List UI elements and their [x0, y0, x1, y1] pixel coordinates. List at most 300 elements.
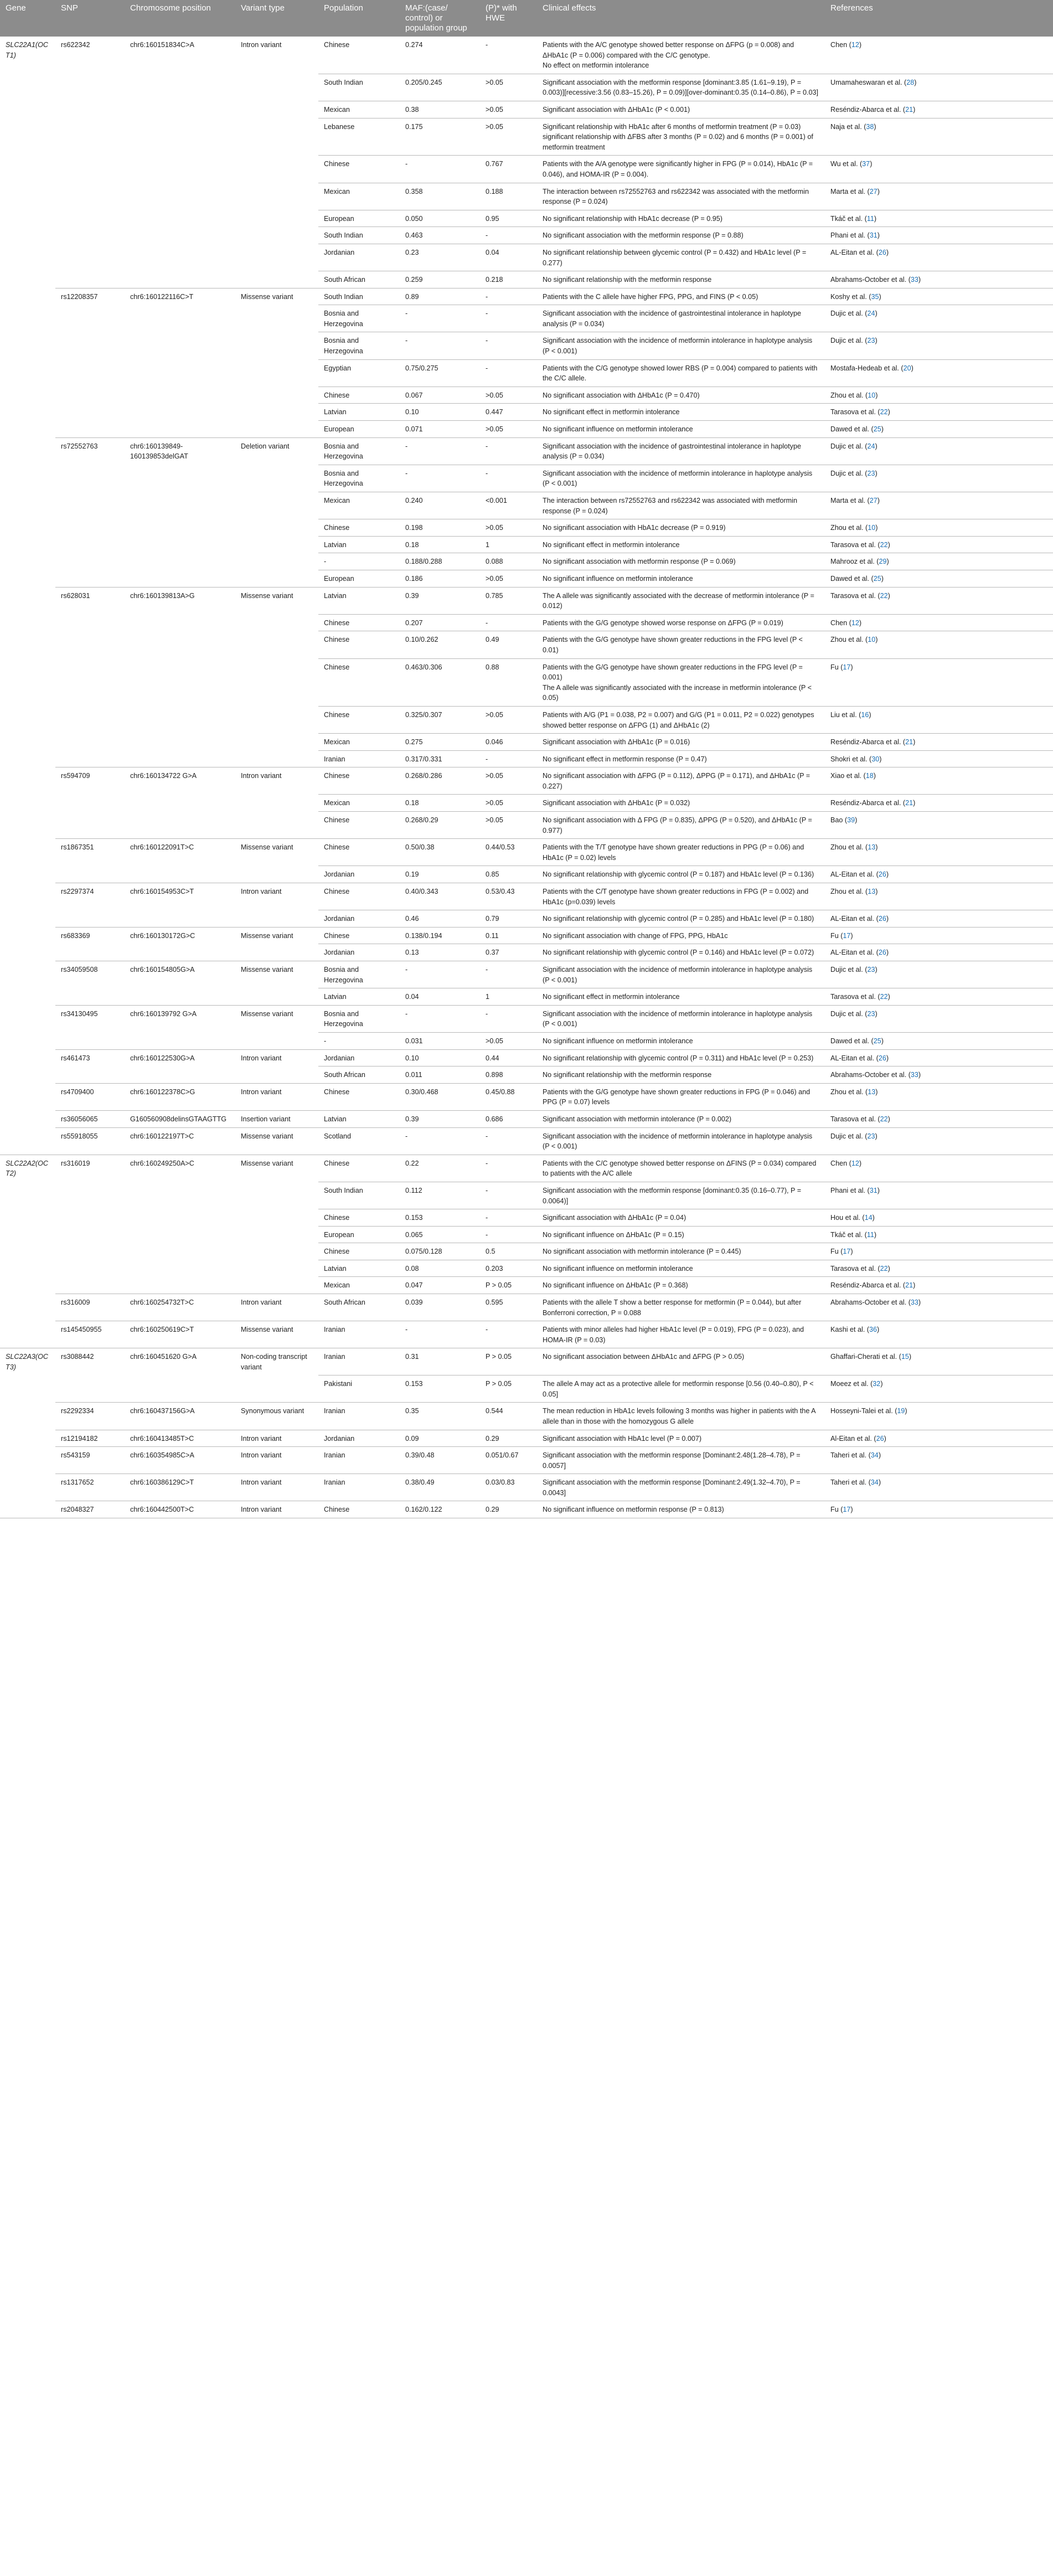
reference-link[interactable]: 34: [870, 1451, 879, 1460]
reference-link[interactable]: 23: [867, 337, 875, 345]
cell-clinical-effects: Significant relationship with HbA1c after 6 months of metformin treatment (P = 0.03) significant relationship with ΔFBS after 3 months (P = 0.02) and 6 months (P = 0.001) of metformin treatment: [537, 118, 825, 156]
cell-clinical-effects: Significant association with the metformin response [dominant:3.85 (1.61–9.19), P = 0.003)][recessive:3.56 (0.83–15.26), P = 0.09)][over-dominant:0.35 (0.14–0.86), P = 0.03]: [537, 74, 825, 101]
reference-link[interactable]: 26: [878, 870, 886, 879]
cell-variant-type: [235, 519, 318, 537]
cell-maf: 0.23: [400, 244, 480, 271]
cell-snp: [55, 421, 125, 438]
cell-variant-type: Missense variant: [241, 1159, 293, 1167]
reference-link[interactable]: 17: [843, 1248, 851, 1256]
table-row: [0, 536, 1053, 553]
reference-link[interactable]: 20: [903, 364, 911, 372]
reference-link[interactable]: 13: [868, 843, 876, 852]
reference-link[interactable]: 19: [897, 1407, 905, 1415]
table-row: [0, 658, 1053, 706]
reference-close: ): [913, 105, 916, 114]
reference-link[interactable]: 11: [866, 1230, 874, 1239]
cell-snp: rs461473: [61, 1054, 90, 1062]
cell-references: [825, 961, 1053, 988]
cell-variant-type: [235, 74, 318, 101]
reference-author: Umamaheswaran et al. (: [830, 78, 907, 86]
cell-chromosome-position: chr6:160139813A>G: [130, 591, 195, 600]
cell-population: Chinese: [318, 883, 400, 910]
reference-link[interactable]: 18: [865, 772, 874, 780]
reference-link[interactable]: 25: [873, 574, 881, 583]
reference-link[interactable]: 36: [869, 1326, 878, 1334]
cell-references: [825, 658, 1053, 706]
reference-link[interactable]: 23: [867, 469, 875, 477]
table-row: [0, 734, 1053, 751]
table-row: [0, 839, 1053, 866]
cell-references: [825, 1226, 1053, 1243]
cell-snp: [55, 332, 125, 359]
cell-snp: [55, 1182, 125, 1209]
cell-clinical-effects: Patients with the A/C genotype showed better response on ΔFPG (p = 0.008) and ΔHbA1c (P = 0.006) compared with the C/C genotype. No effect on metformin intolerance: [537, 37, 825, 74]
cell-hwe: 0.45/0.88: [480, 1083, 537, 1110]
reference-link[interactable]: 26: [878, 949, 886, 957]
cell-variant-type: [235, 795, 318, 812]
cell-hwe: -: [480, 961, 537, 988]
reference-link[interactable]: 22: [880, 1264, 888, 1272]
reference-close: ): [850, 1248, 853, 1256]
cell-population: -: [318, 1032, 400, 1049]
cell-snp: [55, 1032, 125, 1049]
cell-chromosome-position: [125, 387, 235, 404]
cell-maf: 0.39/0.48: [400, 1447, 480, 1474]
reference-link[interactable]: 21: [905, 738, 913, 746]
cell-population: South African: [318, 1294, 400, 1321]
cell-snp: [55, 244, 125, 271]
reference-close: ): [881, 425, 884, 434]
table-row: [0, 927, 1053, 944]
reference-link[interactable]: 25: [873, 425, 881, 434]
cell-references: [825, 553, 1053, 570]
table-row: [0, 404, 1053, 421]
reference-author: Marta et al. (: [830, 497, 870, 504]
cell-population: Iranian: [318, 1447, 400, 1474]
cell-clinical-effects: No significant relationship with HbA1c decrease (P = 0.95): [537, 210, 825, 227]
cell-clinical-effects: No significant relationship with glycemic control (P = 0.311) and HbA1c level (P = 0.253): [537, 1049, 825, 1067]
reference-author: Dujic et al. (: [830, 337, 868, 345]
reference-author: Liu et al. (: [830, 710, 861, 719]
reference-close: ): [859, 619, 862, 627]
reference-close: ): [869, 710, 871, 719]
cell-maf: 0.10: [400, 404, 480, 421]
cell-hwe: -: [480, 305, 537, 332]
cell-population: Chinese: [318, 927, 400, 944]
cell-clinical-effects: Significant association with the incidence of metformin intolerance in haplotype analysis (P < 0.001): [537, 332, 825, 359]
cell-hwe: 0.785: [480, 587, 537, 614]
cell-population: Chinese: [318, 519, 400, 537]
cell-clinical-effects: No significant association with ΔFPG (P = 0.112), ΔPPG (P = 0.171), and ΔHbA1c (P = 0.227): [537, 767, 825, 795]
cell-population: Chinese: [318, 156, 400, 183]
cell-variant-type: [235, 570, 318, 587]
cell-gene: [0, 614, 55, 631]
cell-variant-type: Missense variant: [241, 591, 293, 600]
reference-link[interactable]: 10: [868, 391, 876, 399]
reference-link[interactable]: 23: [867, 1009, 875, 1018]
cell-snp: [55, 631, 125, 658]
cell-snp: [55, 750, 125, 767]
reference-link[interactable]: 11: [866, 214, 874, 223]
cell-variant-type: [235, 359, 318, 387]
cell-maf: 0.047: [400, 1277, 480, 1294]
reference-link[interactable]: 38: [866, 122, 874, 131]
cell-clinical-effects: Patients with the G/G genotype showed worse response on ΔFPG (P = 0.019): [537, 614, 825, 631]
cell-variant-type: Intron variant: [235, 1083, 318, 1110]
reference-link[interactable]: 17: [843, 663, 851, 671]
cell-maf: 0.240: [400, 492, 480, 519]
cell-references: [825, 404, 1053, 421]
reference-close: ): [875, 1088, 878, 1096]
reference-link[interactable]: 21: [905, 105, 913, 114]
reference-author: Moeez et al. (: [830, 1380, 873, 1388]
cell-references: [825, 839, 1053, 866]
cell-maf: 0.162/0.122: [400, 1501, 480, 1518]
cell-population: Bosnia and Herzegovina: [318, 465, 400, 492]
cell-references: [825, 271, 1053, 288]
reference-link[interactable]: 12: [851, 619, 859, 627]
cell-hwe: 0.04: [480, 244, 537, 271]
cell-population: Chinese: [318, 37, 400, 74]
reference-close: ): [878, 1478, 881, 1487]
cell-hwe: 0.49: [480, 631, 537, 658]
reference-close: ): [875, 636, 878, 644]
reference-link[interactable]: 22: [880, 408, 888, 416]
cell-snp: rs2048327: [55, 1501, 125, 1518]
reference-link[interactable]: 37: [862, 160, 870, 168]
cell-variant-type: [235, 271, 318, 288]
cell-variant-type: Synonymous variant: [235, 1403, 318, 1430]
reference-link[interactable]: 26: [878, 248, 886, 256]
cell-snp: [55, 1243, 125, 1260]
cell-maf: -: [400, 437, 480, 465]
cell-chromosome-position: [125, 519, 235, 537]
cell-maf: 0.38/0.49: [400, 1474, 480, 1501]
cell-references: [825, 910, 1053, 928]
cell-variant-type: [235, 631, 318, 658]
table-row: [0, 1110, 1053, 1127]
reference-link[interactable]: 32: [873, 1380, 881, 1388]
cell-snp: [55, 271, 125, 288]
cell-references: [825, 1430, 1053, 1447]
cell-gene: [0, 706, 55, 733]
cell-population: -: [318, 553, 400, 570]
cell-chromosome-position: [125, 156, 235, 183]
cell-hwe: 0.544: [480, 1403, 537, 1430]
cell-references: [825, 1243, 1053, 1260]
table-row: [0, 421, 1053, 438]
cell-population: Mexican: [318, 734, 400, 751]
cell-references: [825, 812, 1053, 839]
reference-author: Hou et al. (: [830, 1214, 865, 1222]
reference-link[interactable]: 23: [867, 966, 875, 973]
table-row: [0, 1067, 1053, 1084]
reference-link[interactable]: 22: [880, 993, 888, 1001]
reference-link[interactable]: 15: [901, 1353, 909, 1361]
reference-link[interactable]: 34: [870, 1478, 879, 1487]
reference-link[interactable]: 14: [864, 1214, 873, 1222]
cell-population: Latvian: [318, 404, 400, 421]
cell-references: [825, 1501, 1053, 1518]
reference-link[interactable]: 27: [869, 497, 878, 504]
cell-maf: 0.50/0.38: [400, 839, 480, 866]
table-row: [0, 614, 1053, 631]
reference-close: ): [877, 187, 880, 195]
cell-hwe: 0.051/0.67: [480, 1447, 537, 1474]
reference-link[interactable]: 35: [871, 292, 879, 301]
reference-close: ): [877, 1326, 880, 1334]
cell-references: [825, 795, 1053, 812]
cell-maf: -: [400, 332, 480, 359]
cell-hwe: 0.5: [480, 1243, 537, 1260]
cell-snp: [55, 210, 125, 227]
cell-population: Pakistani: [318, 1375, 400, 1403]
cell-maf: 0.138/0.194: [400, 927, 480, 944]
cell-clinical-effects: The interaction between rs72552763 and rs622342 was associated with metformin response (P = 0.024): [537, 492, 825, 519]
cell-variant-type: [235, 1226, 318, 1243]
cell-variant-type: [235, 305, 318, 332]
reference-link[interactable]: 33: [910, 1071, 918, 1079]
cell-population: Chinese: [318, 1209, 400, 1227]
cell-snp: rs34059508: [61, 966, 98, 973]
reference-close: ): [887, 1115, 890, 1123]
cell-maf: 0.268/0.29: [400, 812, 480, 839]
reference-link[interactable]: 22: [880, 1115, 888, 1123]
reference-author: Zhou et al. (: [830, 636, 868, 644]
table-row: [0, 1403, 1053, 1430]
reference-close: ): [877, 1186, 880, 1194]
cell-variant-type: [235, 210, 318, 227]
cell-hwe: 0.44: [480, 1049, 537, 1067]
reference-link[interactable]: 16: [861, 710, 869, 719]
reference-link[interactable]: 29: [879, 558, 887, 566]
reference-link[interactable]: 17: [843, 1506, 851, 1514]
reference-link[interactable]: 28: [906, 78, 915, 86]
reference-author: Shokri et al. (: [830, 755, 872, 763]
cell-chromosome-position: [125, 536, 235, 553]
cell-gene: [0, 74, 55, 101]
cell-population: European: [318, 570, 400, 587]
reference-close: ): [875, 1132, 878, 1140]
reference-link[interactable]: 30: [871, 755, 880, 763]
reference-author: Zhou et al. (: [830, 888, 868, 896]
cell-gene: [0, 750, 55, 767]
cell-clinical-effects: No significant relationship between glycemic control (P = 0.432) and HbA1c level (P = 0.277): [537, 244, 825, 271]
cell-maf: 0.75/0.275: [400, 359, 480, 387]
cell-hwe: <0.001: [480, 492, 537, 519]
cell-chromosome-position: [125, 492, 235, 519]
reference-author: Dujic et al. (: [830, 1009, 868, 1018]
reference-author: AL-Eitan et al. (: [830, 915, 879, 923]
reference-link[interactable]: 23: [867, 1132, 875, 1140]
cell-references: [825, 1049, 1053, 1067]
cell-hwe: >0.05: [480, 767, 537, 795]
cell-chromosome-position: [125, 74, 235, 101]
cell-variant-type: [235, 1277, 318, 1294]
cell-maf: 0.067: [400, 387, 480, 404]
reference-link[interactable]: 22: [880, 591, 888, 600]
reference-link[interactable]: 13: [868, 1088, 876, 1096]
cell-variant-type: Intron variant: [235, 1447, 318, 1474]
cell-population: Iranian: [318, 750, 400, 767]
cell-maf: 0.39: [400, 587, 480, 614]
cell-chromosome-position: chr6:160437156G>A: [125, 1403, 235, 1430]
cell-chromosome-position: chr6:160122197T>C: [125, 1127, 235, 1155]
cell-population: Chinese: [318, 839, 400, 866]
table-row: [0, 631, 1053, 658]
cell-clinical-effects: No significant influence on metformin response (P = 0.813): [537, 1501, 825, 1518]
cell-chromosome-position: [125, 614, 235, 631]
cell-population: Jordanian: [318, 1049, 400, 1067]
cell-clinical-effects: Significant association with the incidence of gastrointestinal intolerance in haplotype analysis (P = 0.034): [537, 305, 825, 332]
cell-population: Jordanian: [318, 1430, 400, 1447]
cell-variant-type: Intron variant: [241, 888, 282, 896]
cell-maf: 0.463: [400, 227, 480, 244]
cell-clinical-effects: Patients with the C/T genotype have shown greater reductions in FPG (P = 0.002) and HbA1c (p=0.039) levels: [537, 883, 825, 910]
reference-author: Dujic et al. (: [830, 1132, 868, 1140]
cell-references: [825, 1321, 1053, 1348]
cell-gene: [0, 944, 55, 961]
cell-chromosome-position: [125, 812, 235, 839]
reference-link[interactable]: 10: [868, 636, 876, 644]
cell-hwe: 0.11: [480, 927, 537, 944]
cell-hwe: -: [480, 359, 537, 387]
cell-population: Iranian: [318, 1403, 400, 1430]
cell-snp: [55, 570, 125, 587]
cell-maf: 0.358: [400, 183, 480, 210]
table-row: [0, 37, 1053, 74]
cell-chromosome-position: chr6:160130172G>C: [130, 931, 195, 940]
reference-close: ): [875, 966, 878, 973]
cell-hwe: 0.218: [480, 271, 537, 288]
reference-close: ): [918, 276, 921, 284]
reference-author: Reséndiz-Abarca et al. (: [830, 799, 906, 807]
cell-gene: [0, 519, 55, 537]
reference-author: Dujic et al. (: [830, 442, 868, 450]
reference-link[interactable]: 25: [873, 1037, 881, 1045]
reference-link[interactable]: 26: [878, 915, 886, 923]
reference-link[interactable]: 17: [843, 931, 851, 940]
cell-maf: 0.18: [400, 536, 480, 553]
reference-close: ): [875, 391, 878, 399]
cell-gene: [0, 1447, 55, 1474]
cell-population: Jordanian: [318, 244, 400, 271]
cell-chromosome-position: [125, 1260, 235, 1277]
cell-gene: [0, 795, 55, 812]
cell-references: [825, 1005, 1053, 1032]
reference-link[interactable]: 31: [869, 231, 878, 240]
reference-author: Dawed et al. (: [830, 574, 874, 583]
cell-snp: [55, 614, 125, 631]
reference-close: ): [859, 1159, 862, 1167]
reference-link[interactable]: 10: [868, 524, 876, 532]
cell-snp: [55, 1277, 125, 1294]
cell-clinical-effects: Patients with the C allele have higher FPG, PPG, and FINS (P < 0.05): [537, 288, 825, 305]
table-row: [0, 910, 1053, 928]
reference-link[interactable]: 33: [910, 1299, 918, 1307]
cell-clinical-effects: Significant association with the metformin response [dominant:0.35 (0.16–0.77), P = 0.0064)]: [537, 1182, 825, 1209]
reference-author: Ghaffari-Cherati et al. (: [830, 1353, 901, 1361]
cell-chromosome-position: [125, 988, 235, 1006]
cell-variant-type: [235, 244, 318, 271]
reference-close: ): [879, 292, 881, 301]
cell-clinical-effects: No significant relationship with the metformin response: [537, 1067, 825, 1084]
cell-references: [825, 465, 1053, 492]
reference-link[interactable]: 27: [869, 187, 878, 195]
cell-snp: rs12208357: [61, 292, 98, 301]
reference-link[interactable]: 22: [880, 540, 888, 549]
reference-link[interactable]: 26: [876, 1434, 884, 1442]
cell-references: [825, 1155, 1053, 1182]
cell-variant-type: [235, 492, 318, 519]
cell-hwe: >0.05: [480, 795, 537, 812]
reference-link[interactable]: 21: [905, 799, 913, 807]
cell-maf: 0.153: [400, 1375, 480, 1403]
reference-author: Tarasova et al. (: [830, 1264, 880, 1272]
cell-population: Chinese: [318, 614, 400, 631]
reference-author: Hosseyni-Talei et al. (: [830, 1407, 897, 1415]
reference-link[interactable]: 13: [868, 888, 876, 896]
cell-variant-type: [235, 1243, 318, 1260]
cell-population: South Indian: [318, 288, 400, 305]
reference-link[interactable]: 26: [878, 1054, 886, 1062]
cell-variant-type: Missense variant: [235, 1321, 318, 1348]
cell-clinical-effects: No significant influence on ΔHbA1c (P = 0.368): [537, 1277, 825, 1294]
cell-clinical-effects: Significant association with ΔHbA1c (P = 0.032): [537, 795, 825, 812]
cell-variant-type: [235, 614, 318, 631]
reference-author: Zhou et al. (: [830, 843, 868, 852]
cell-snp: rs622342: [61, 41, 90, 49]
reference-link[interactable]: 21: [905, 1281, 913, 1290]
reference-link[interactable]: 12: [851, 1159, 859, 1167]
reference-link[interactable]: 33: [910, 276, 918, 284]
header-maf: MAF:(case/ control) or population group: [400, 0, 480, 37]
cell-maf: -: [400, 1321, 480, 1348]
cell-variant-type: Intron variant: [241, 772, 282, 780]
cell-chromosome-position: chr6:160134722 G>A: [130, 772, 197, 780]
reference-link[interactable]: 24: [867, 310, 875, 318]
reference-author: Fu (: [830, 1248, 843, 1256]
cell-chromosome-position: [125, 570, 235, 587]
reference-link[interactable]: 31: [869, 1186, 878, 1194]
reference-close: ): [884, 1434, 886, 1442]
reference-link[interactable]: 12: [851, 41, 859, 49]
cell-references: [825, 1375, 1053, 1403]
cell-gene: [0, 156, 55, 183]
cell-hwe: -: [480, 465, 537, 492]
table-row: [0, 1447, 1053, 1474]
table-row: [0, 866, 1053, 883]
reference-author: Chen (: [830, 1159, 851, 1167]
cell-snp: [55, 988, 125, 1006]
header-hwe: (P)* with HWE: [480, 0, 537, 37]
reference-close: ): [887, 408, 890, 416]
cell-clinical-effects: Significant association with HbA1c level (P = 0.007): [537, 1430, 825, 1447]
cell-gene: [0, 658, 55, 706]
cell-references: [825, 1182, 1053, 1209]
cell-chromosome-position: [125, 421, 235, 438]
reference-link[interactable]: 24: [867, 442, 875, 450]
cell-gene: [0, 465, 55, 492]
reference-link[interactable]: 39: [847, 816, 855, 825]
cell-population: Mexican: [318, 795, 400, 812]
cell-population: Bosnia and Herzegovina: [318, 332, 400, 359]
reference-author: Zhou et al. (: [830, 391, 868, 399]
cell-chromosome-position: chr6:160151834C>A: [130, 41, 194, 49]
cell-clinical-effects: No significant relationship with glycemic control (P = 0.285) and HbA1c level (P = 0.180): [537, 910, 825, 928]
cell-snp: [55, 101, 125, 118]
cell-references: [825, 1348, 1053, 1375]
